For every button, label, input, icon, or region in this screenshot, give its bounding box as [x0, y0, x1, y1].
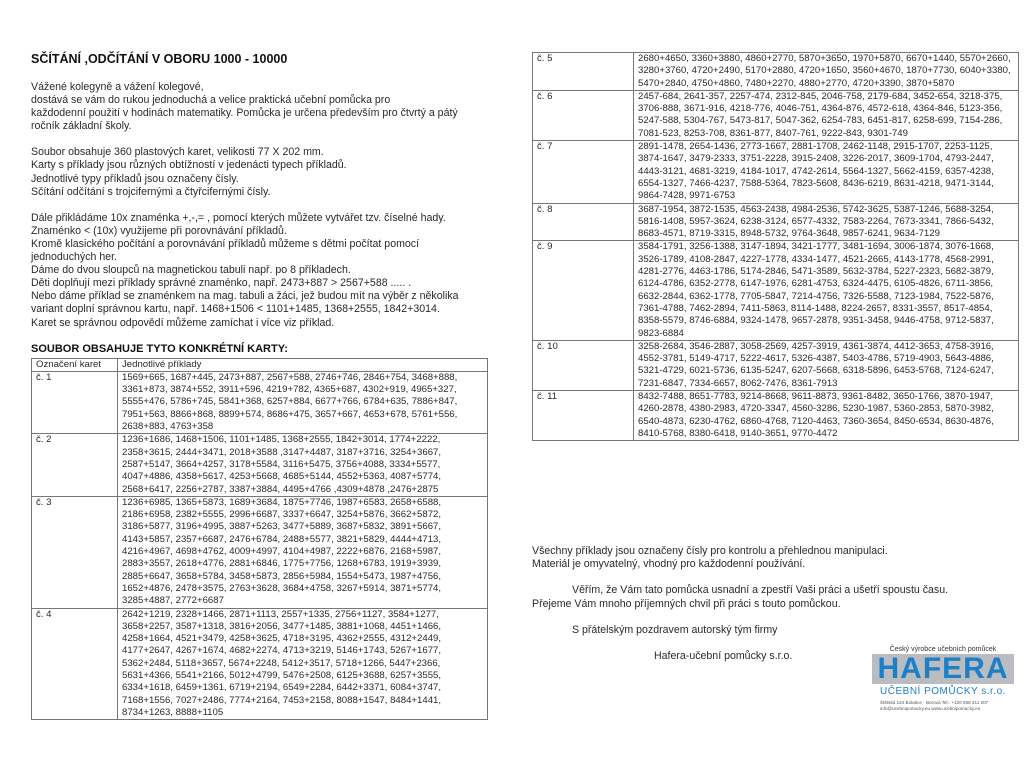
- left-column: [31, 52, 491, 720]
- text-line: Znaménko < (10x) využijeme při porovnávání příkladů.: [31, 224, 287, 237]
- closing-line: Věřím, že Vám tato pomůcka usnadní a zpestří Vaši práci a ušetří spoustu času.: [572, 584, 949, 597]
- card-examples: 3687-1954, 3872-1535, 4563-2438, 4984-2536, 5742-3625, 5387-1246, 5688-3254, 5816-1408, 5957-3624, 6238-3124, 6577-4332, 7583-2264, 7673-3341, 7866-5432, 8683-4571, 8719-3315, 8948-5732, 9764-3648, 9857-6241, 9634-7129: [634, 203, 1019, 241]
- table-row: [533, 241, 1019, 340]
- card-id: č. 10: [533, 340, 634, 390]
- logo-web: info@ucebnipomucky.eu www.ucebnipomucky.eu: [880, 706, 981, 711]
- table-row: [533, 53, 1019, 91]
- card-examples: 3258-2684, 3546-2887, 3058-2569, 4257-3919, 4361-3874, 4412-3653, 4758-3916, 4552-3781, 5149-4717, 5222-4617, 5326-4387, 5403-4786, 5719-4903, 5643-4886, 5321-4729, 6021-5736, 6135-5247, 6207-5668, 6318-5896, 6453-5768, 7124-6247, 7231-6847, 7334-6657, 8062-7476, 8361-7913: [634, 340, 1019, 390]
- hafera-logo: [872, 646, 1014, 712]
- card-examples: 1236+6985, 1365+5873, 1689+3684, 1875+7746, 1987+6583, 2658+6588, 2186+6958, 2382+5555, 2996+6687, 3337+6647, 3254+5876, 3662+5872, 3186+5877, 3196+4995, 3887+5263, 3477+5889, 3687+5832, 3891+5667, 4143+5857, 2357+6687, 2476+6784, 2488+5577, 3821+5829, 4444+4713, 4216+4967, 4698+4762, 4009+4997, 4104+4987, 2222+6876, 2168+5987, 2883+3557, 2618+4776, 2881+6846, 1775+7756, 1268+6783, 1919+3939, 2885+6647, 3658+5784, 3458+5873, 2856+5984, 1554+5473, 1987+4756, 1652+4876, 2478+3575, 2763+3628, 3684+4758, 3267+5914, 3871+5774, 3285+4887, 2772+6687: [118, 496, 488, 608]
- card-id: č. 7: [533, 141, 634, 203]
- table-row: [533, 340, 1019, 390]
- closing-line: Všechny příklady jsou označeny čísly pro kontrolu a přehlednou manipulaci.: [532, 545, 888, 557]
- text-line: dostává se vám do rukou jednoduchá a velice praktická učební pomůcka pro: [31, 94, 391, 107]
- cards-table-left: [31, 358, 488, 721]
- intro-contents: [31, 146, 491, 198]
- table-row: [32, 434, 488, 496]
- card-id: č. 5: [533, 53, 634, 91]
- card-examples: 2642+1219, 2328+1466, 2871+1113, 2557+1335, 2756+1127, 3584+1277, 3658+2257, 3587+1318, 3816+2056, 3477+1485, 3881+1068, 4451+1466, 4258+1664, 4521+3479, 4258+3625, 4718+3195, 4362+2555, 4312+2449, 4177+2647, 4267+1674, 4682+2274, 4713+3219, 5146+1743, 5267+1677, 5362+2484, 5118+3657, 5674+2248, 5412+3517, 5718+1266, 5447+2366, 5631+4366, 5541+2166, 5012+4799, 5476+2508, 6125+3688, 6257+3555, 6334+1618, 6459+1361, 6719+2194, 6549+2284, 6442+3371, 6084+3747, 7168+1556, 7027+2486, 7774+2164, 7453+2158, 8088+1547, 8484+1441, 8734+1263, 8888+1105: [118, 608, 488, 720]
- table-row: [32, 496, 488, 608]
- header-card-id: Označení karet: [32, 358, 118, 371]
- table-header-row: [32, 358, 488, 371]
- table-row: [533, 141, 1019, 203]
- table-row: [32, 608, 488, 720]
- table-row: [533, 203, 1019, 241]
- text-line: každodenní použití v hodinách matematiky. Pomůcka je určena především pro čtvrtý a pátý: [31, 107, 458, 120]
- text-line: Jednotlivé typy příkladů jsou označeny čísly.: [31, 172, 239, 185]
- card-examples: 8432-7488, 8651-7783, 9214-8668, 9611-8873, 9361-8482, 3650-1766, 3870-1947, 4260-2878, 4380-2983, 4720-3347, 4560-3286, 5230-1987, 5360-2853, 5870-3982, 6540-4873, 6230-4762, 6860-4768, 7120-4463, 7360-3654, 8450-6534, 8630-4876, 8410-5768, 8380-6418, 9140-3651, 9770-4472: [634, 391, 1019, 441]
- card-id: č. 9: [533, 241, 634, 340]
- text-line: Vážené kolegyně a vážení kolegové,: [31, 81, 204, 93]
- text-line: Soubor obsahuje 360 plastových karet, velikosti 77 X 202 mm.: [31, 146, 324, 159]
- closing-signature: Hafera-učební pomůcky s.r.o.: [654, 650, 793, 663]
- table-row: [32, 371, 488, 433]
- text-line: Dáme do dvou sloupců na magnetickou tabuli např. po 8 příkladech.: [31, 264, 351, 277]
- card-id: č. 8: [533, 203, 634, 241]
- cards-table-right: [532, 52, 1019, 441]
- logo-brand: HAFERA: [872, 654, 1014, 684]
- text-line: Děti doplňují mezi příklady správné znaménko, např. 2473+887 > 2567+588 ..... .: [31, 277, 412, 290]
- card-id: č. 1: [32, 371, 118, 433]
- intro-greeting: [31, 81, 491, 133]
- cards-heading: SOUBOR OBSAHUJE TYTO KONKRÉTNÍ KARTY:: [31, 342, 288, 355]
- closing-greeting: S přátelským pozdravem autorský tým firmy: [572, 623, 778, 636]
- logo-tagline: Český výrobce učebních pomůcek: [889, 646, 997, 653]
- text-line: Kromě klasického počítání a porovnávání příkladů můžeme s dětmi počítat pomocí: [31, 237, 420, 250]
- card-id: č. 2: [32, 434, 118, 496]
- card-examples: 3584-1791, 3256-1388, 3147-1894, 3421-1777, 3481-1694, 3006-1874, 3076-1668, 3526-1789, 4108-2847, 4227-1778, 4334-1477, 4521-2665, 4143-1778, 4568-2991, 4281-2776, 4463-1786, 5174-2846, 5471-3589, 5632-3784, 5227-2323, 5682-3879, 6124-4786, 6352-2778, 6147-1976, 6281-4753, 6324-4475, 6105-4826, 6711-3856, 6632-2844, 6362-1778, 7705-5847, 7214-4756, 7326-5588, 7123-1984, 7522-5876, 7361-4788, 7462-2894, 7411-5863, 8114-1488, 8224-2657, 8331-3557, 8517-4854, 8358-5579, 8746-6884, 9324-1478, 9657-2878, 9351-3458, 9446-4758, 9712-5837, 9823-6884: [634, 241, 1019, 340]
- table-row: [533, 90, 1019, 140]
- text-line: Dále přikládáme 10x znaménka +,-,= , pomocí kterých můžete vytvářet tzv. číselné hady.: [31, 211, 446, 224]
- text-line: Karty s příklady jsou různých obtížností v jedenácti typech příkladů.: [31, 159, 347, 172]
- logo-address: Štětská 124 Bolatice · Borová Tel.: +420 608 411 207: [880, 700, 989, 705]
- header-examples: Jednotlivé příklady: [118, 358, 488, 371]
- card-id: č. 6: [533, 90, 634, 140]
- card-examples: 2457-684, 2641-357, 2257-474, 2312-845, 2046-758, 2179-684, 3452-654, 3218-375, 3706-888, 3671-916, 4218-776, 4046-751, 4364-876, 4572-618, 4364-846, 5123-356, 5247-588, 5304-767, 5473-817, 5047-362, 6254-783, 6451-817, 6258-699, 7154-286, 7081-523, 8253-708, 8361-877, 8407-761, 9222-843, 9301-749: [634, 90, 1019, 140]
- card-examples: 2891-1478, 2654-1436, 2773-1667, 2881-1708, 2462-1148, 2915-1707, 2253-1125, 3874-1647, 3479-2333, 3751-2228, 3915-2408, 3226-2017, 3609-1704, 4793-2447, 4443-3121, 4681-3219, 4184-1017, 4742-2614, 5564-1327, 5662-4159, 6357-4238, 6554-1327, 7466-4237, 7588-5364, 7823-5608, 8436-6219, 8631-4218, 9471-3144, 9864-7428, 9971-6753: [634, 141, 1019, 203]
- logo-subbrand: UČEBNÍ POMŮCKY s.r.o.: [880, 686, 1006, 697]
- card-id: č. 4: [32, 608, 118, 720]
- card-examples: 1236+1686, 1468+1506, 1101+1485, 1368+2555, 1842+3014, 1774+2222, 2358+3615, 2444+3471, 2018+3588 ,3147+4487, 3187+3716, 3254+3667, 2587+5147, 3664+4257, 3178+5584, 3116+5475, 3756+4088, 3334+5577, 4047+4886, 4358+5617, 4253+5668, 4685+5144, 4552+5363, 4087+5774, 2568+6417, 2256+2787, 3387+3884, 4495+4766 ,4309+4878 ,2476+2875: [118, 434, 488, 496]
- closing-line: Přejeme Vám mnoho příjemných chvil při práci s touto pomůckou.: [532, 597, 841, 610]
- card-examples: 2680+4650, 3360+3880, 4860+2770, 5870+3650, 1970+5870, 6670+1440, 5570+2660, 3280+3760, 4720+2490, 5170+2880, 4720+1650, 3560+4670, 1870+7730, 6040+3380, 5470+2840, 4750+4860, 7480+2270, 4880+2770, 4720+3390, 3870+5870: [634, 53, 1019, 91]
- card-id: č. 11: [533, 391, 634, 441]
- text-line: variant doplní správnou kartu, např. 1468+1506 < 1101+1485, 1368+2555, 1842+3014.: [31, 303, 440, 316]
- text-line: Karet se správnou odpovědí můžeme zamíchat i více viz příklad.: [31, 316, 335, 329]
- card-examples: 1569+665, 1687+445, 2473+887, 2567+588, 2746+746, 2846+754, 3468+888, 3361+873, 3874+552, 3911+596, 4219+782, 4365+687, 4302+919, 4965+327, 5555+476, 5786+745, 5841+368, 6257+884, 6677+766, 6784+635, 7886+847, 7951+563, 8866+868, 8899+574, 8686+475, 3657+667, 4653+678, 5761+556, 2638+883, 4763+358: [118, 371, 488, 433]
- intro-usage: [31, 212, 491, 330]
- text-line: Nebo dáme příklad se znaménkem na mag. tabuli a žáci, jež budou mít na výběr z několika: [31, 290, 459, 303]
- card-id: č. 3: [32, 496, 118, 608]
- table-row: [533, 391, 1019, 441]
- text-line: ročník základní školy.: [31, 120, 132, 133]
- closing-line: Materiál je omyvatelný, vhodný pro každodenní používání.: [532, 558, 806, 571]
- text-line: Sčítání odčítání s trojcifernými a čtyřcifernými čísly.: [31, 185, 271, 198]
- page-title: SČÍTÁNÍ ,ODČÍTÁNÍ V OBORU 1000 - 10000: [31, 52, 288, 66]
- text-line: jednoduchých her.: [31, 251, 117, 264]
